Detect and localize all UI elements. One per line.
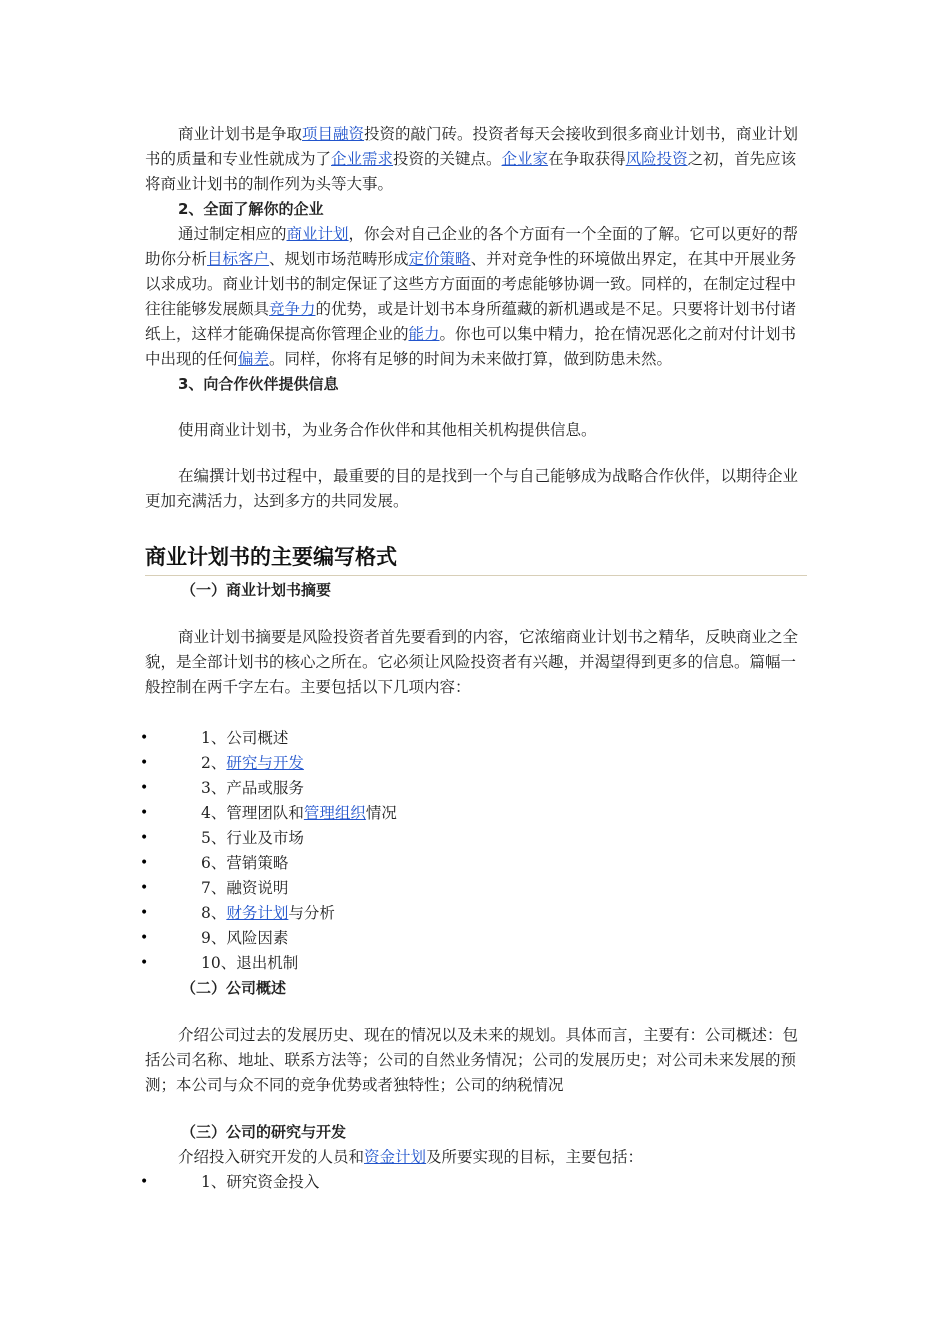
link-competitiveness[interactable]: 竞争力: [269, 300, 316, 318]
link-funding-plan[interactable]: 资金计划: [364, 1148, 427, 1166]
heading-partner-info: 3、向合作伙伴提供信息: [178, 375, 339, 393]
list-item: • 1、研究资金投入: [145, 1170, 807, 1195]
subheading-company-overview: （二）公司概述: [181, 979, 287, 997]
summary-item-list: [140, 726, 807, 976]
bullet-icon: •: [140, 955, 149, 971]
bullet-icon: •: [140, 905, 149, 921]
bullet-icon: •: [140, 855, 149, 871]
list-item: • 1、公司概述: [145, 726, 807, 751]
link-entrepreneur[interactable]: 企业家: [501, 150, 549, 168]
bullet-icon: •: [140, 755, 149, 771]
link-project-financing[interactable]: 项目融资: [302, 125, 365, 143]
link-financial-plan[interactable]: 财务计划: [226, 904, 289, 922]
overview-paragraph: 介绍公司过去的发展历史、现在的情况以及未来的规划。具体而言，主要有：公司概述：包括公司名称、地址、联系方法等；公司的自然业务情况；公司的发展历史；对公司未来发展的预测；本公司与众不同的竞争优势或者独特性；公司的纳税情况: [145, 1026, 799, 1094]
link-venture-investment[interactable]: 风险投资: [625, 150, 688, 168]
bullet-icon: •: [140, 730, 149, 746]
summary-paragraph: 商业计划书摘要是风险投资者首先要看到的内容，它浓缩商业计划书之精华，反映商业之全貌，是全部计划书的核心之所在。它必须让风险投资者有兴趣，并渴望得到更多的信息。篇幅一般控制在两千字左右。主要包括以下几项内容：: [145, 628, 799, 696]
list-item: • 5、行业及市场: [145, 826, 807, 851]
link-enterprise-demand[interactable]: 企业需求: [331, 150, 394, 168]
section-title: 商业计划书的主要编写格式: [145, 542, 807, 576]
link-ability[interactable]: 能力: [408, 325, 440, 343]
bullet-icon: •: [140, 930, 149, 946]
list-item: • 7、融资说明: [145, 876, 807, 901]
list-item: • 10、退出机制: [145, 951, 807, 976]
intro-paragraph-3: 使用商业计划书，为业务合作伙伴和其他相关机构提供信息。: [178, 421, 597, 439]
list-item: • 2、研究与开发: [145, 751, 807, 776]
rd-paragraph: 介绍投入研究开发的人员和资金计划及所要实现的目标，主要包括：: [178, 1148, 644, 1166]
heading-understand-enterprise: 2、全面了解你的企业: [178, 200, 324, 218]
list-item: • 3、产品或服务: [145, 776, 807, 801]
bullet-icon: •: [140, 780, 149, 796]
link-deviation[interactable]: 偏差: [238, 350, 270, 368]
subheading-summary: （一）商业计划书摘要: [181, 581, 332, 599]
list-item: • 8、财务计划与分析: [145, 901, 807, 926]
list-item: • 9、风险因素: [145, 926, 807, 951]
rd-item-list: [140, 1170, 807, 1195]
bullet-icon: •: [140, 805, 149, 821]
list-item: • 4、管理团队和管理组织情况: [145, 801, 807, 826]
bullet-icon: •: [140, 830, 149, 846]
list-item: • 6、营销策略: [145, 851, 807, 876]
link-management-organization[interactable]: 管理组织: [303, 804, 366, 822]
document-page: [140, 122, 807, 1195]
bullet-icon: •: [140, 1174, 149, 1190]
intro-paragraph-4: 在编撰计划书过程中，最重要的目的是找到一个与自己能够成为战略合作伙伴，以期待企业更加充满活力，达到多方的共同发展。: [145, 467, 799, 510]
link-business-plan[interactable]: 商业计划: [286, 225, 349, 243]
subheading-research-development: （三）公司的研究与开发: [181, 1123, 347, 1141]
link-pricing-strategy[interactable]: 定价策略: [408, 250, 471, 268]
bullet-icon: •: [140, 880, 149, 896]
link-research-development[interactable]: 研究与开发: [226, 754, 304, 772]
link-target-customers[interactable]: 目标客户: [207, 250, 270, 268]
intro-paragraph-1: 商业计划书是争取项目融资投资的敲门砖。投资者每天会接收到很多商业计划书，商业计划书的质量和专业性就成为了企业需求投资的关键点。企业家在争取获得风险投资之初，首先应该将商业计划书的制作列为头等大事。: [145, 125, 799, 193]
intro-paragraph-2: 通过制定相应的商业计划，你会对自己企业的各个方面有一个全面的了解。它可以更好的帮助你分析目标客户、规划市场范畴形成定价策略、并对竞争性的环境做出界定，在其中开展业务以求成功。商业计划书的制定保证了这些方方面面的考虑能够协调一致。同样的，在制定过程中往往能够发展颇具竞争力的优势，或是计划书本身所蕴藏的新机遇或是不足。只要将计划书付诸纸上，这样才能确保提高你管理企业的能力。你也可以集中精力，抢在情况恶化之前对付计划书中出现的任何偏差。同样，你将有足够的时间为未来做打算，做到防患未然。: [145, 225, 799, 368]
